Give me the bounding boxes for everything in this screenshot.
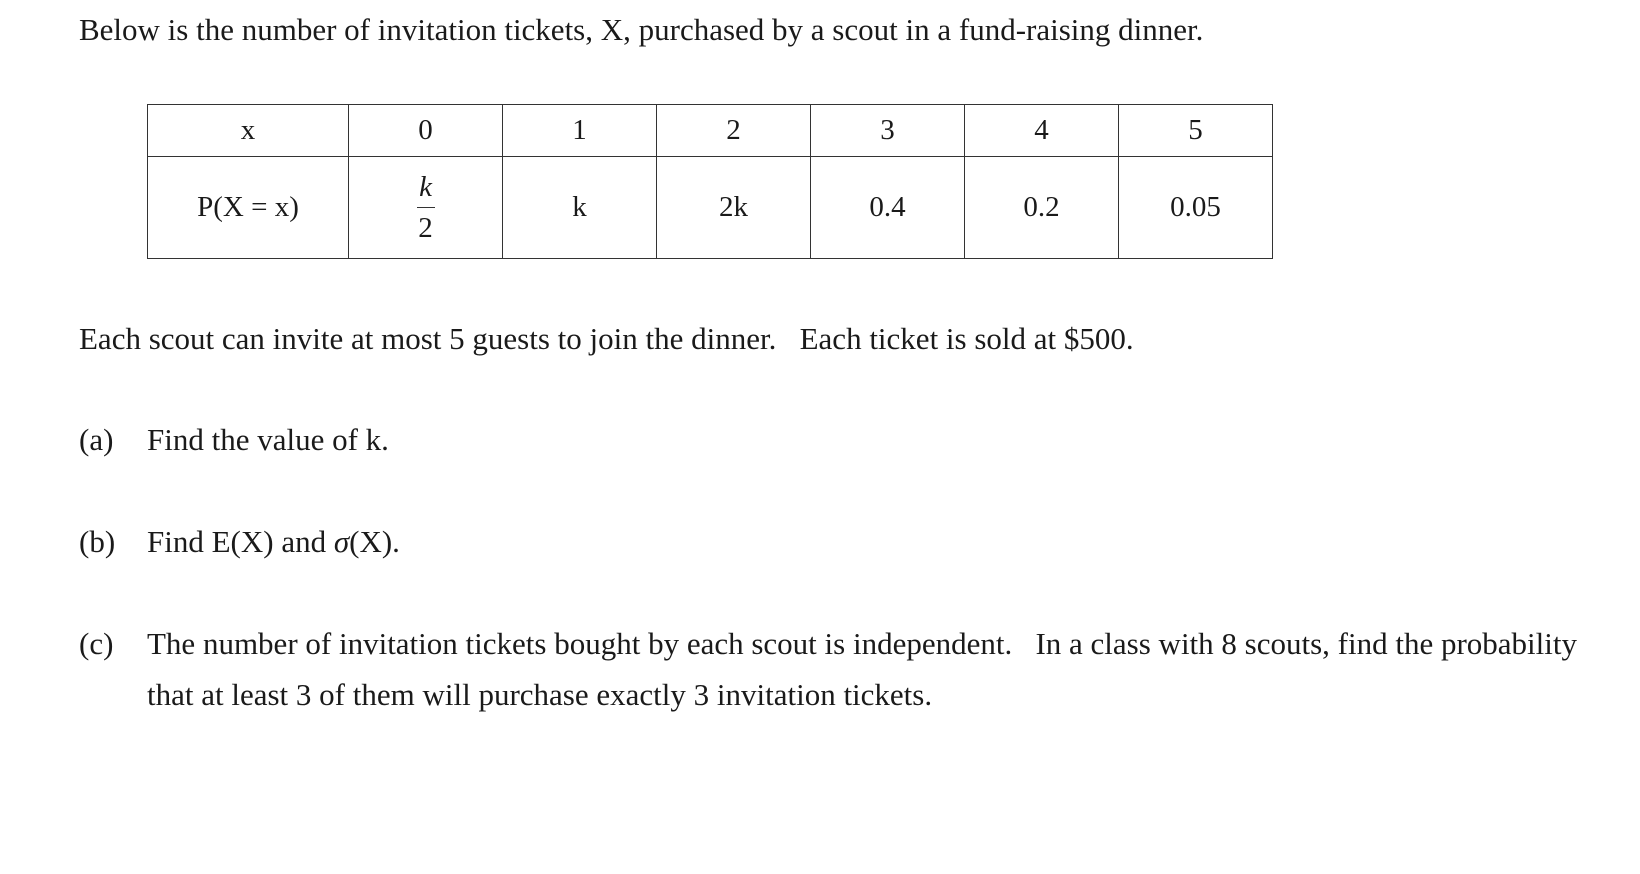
fraction-denominator: 2 [418, 211, 433, 244]
fraction-numerator: k [419, 170, 432, 203]
p-value-cell: 0.4 [811, 157, 965, 259]
question-text-part: Find E(X) and [147, 524, 334, 559]
question-label: (b) [79, 524, 116, 559]
question-text: The number of invitation tickets bought by each scout is independent. In a class with 8 scouts, find the probability that at least 3 of them will purchase exactly 3 invitation tickets. [147, 626, 1585, 712]
table-row-x [148, 105, 1273, 157]
p-value-cell: 2k [657, 157, 811, 259]
p-value-cell: 0.2 [965, 157, 1119, 259]
sigma-symbol: σ [333, 524, 350, 559]
question-label: (c) [79, 626, 114, 661]
question-text-part: (X). [349, 524, 400, 559]
p-value-cell-fraction [349, 157, 503, 259]
probability-distribution-table [147, 104, 1273, 259]
question-label: (a) [79, 422, 114, 457]
x-value-cell: 1 [503, 105, 657, 157]
question-text [147, 516, 400, 567]
x-value-cell: 4 [965, 105, 1119, 157]
x-value-cell: 3 [811, 105, 965, 157]
p-value-cell: 0.05 [1119, 157, 1273, 259]
p-header-cell: P(X = x) [148, 157, 349, 259]
x-value-cell: 2 [657, 105, 811, 157]
x-value-cell: 0 [349, 105, 503, 157]
x-value-cell: 5 [1119, 105, 1273, 157]
intro-text: Below is the number of invitation tickets, X, purchased by a scout in a fund-raising dinner. [79, 12, 1204, 47]
p-value-cell: k [503, 157, 657, 259]
table-row-probability [148, 157, 1273, 259]
x-header-cell: x [148, 105, 349, 157]
note-text: Each scout can invite at most 5 guests to join the dinner. Each ticket is sold at $500. [79, 321, 1134, 356]
fraction-k-over-2 [417, 170, 435, 244]
question-text: Find the value of k. [147, 422, 389, 457]
